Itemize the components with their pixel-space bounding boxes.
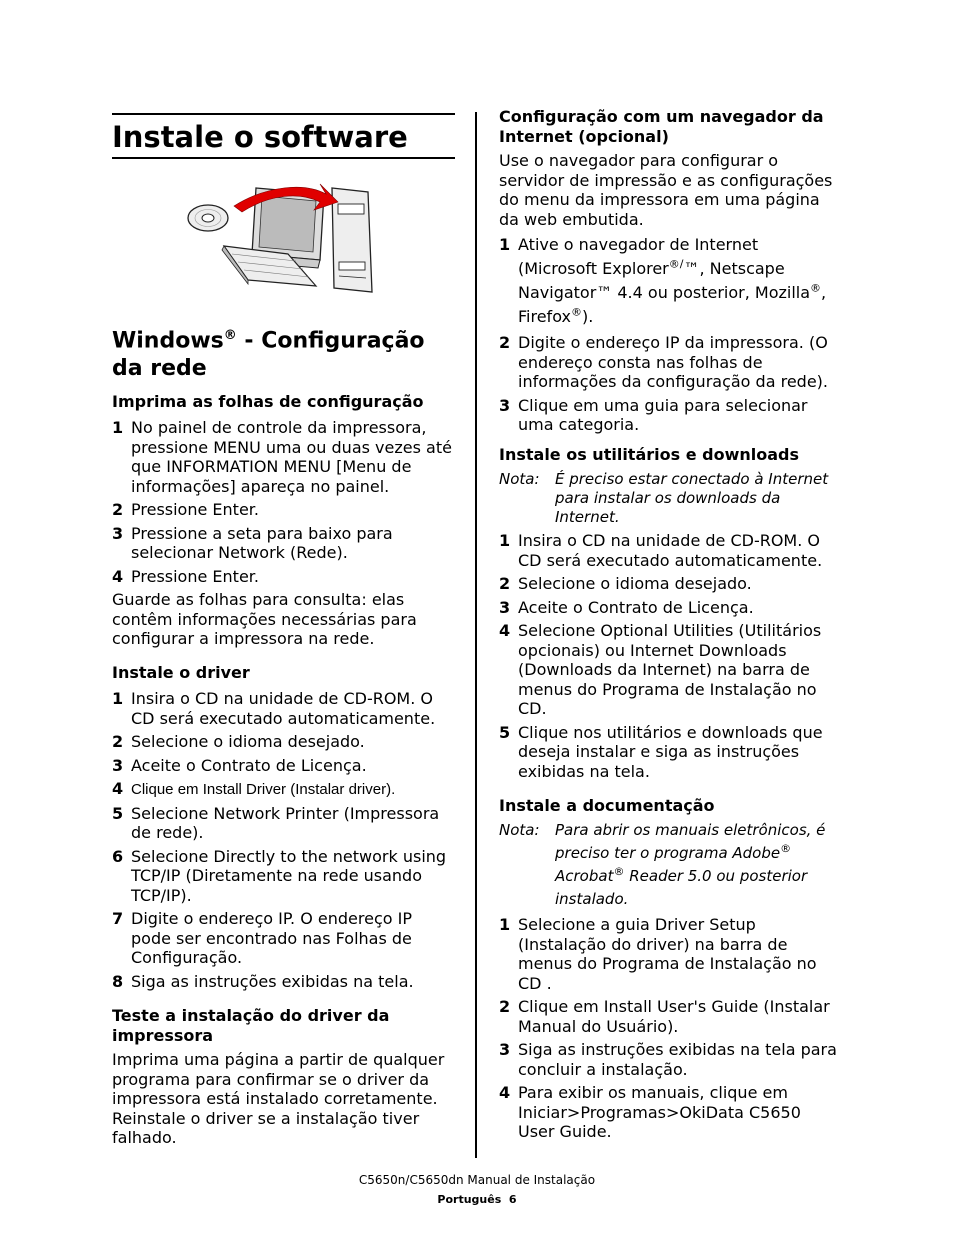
list-item — [499, 997, 841, 1036]
footer-page-text: Português 6 — [437, 1193, 517, 1206]
list-item — [499, 598, 841, 618]
step-text: Clique em uma guia para selecionar uma categoria. — [518, 395, 808, 434]
list-item — [112, 909, 457, 968]
section-heading: Instale o driver — [112, 663, 250, 682]
list-item — [112, 732, 457, 752]
list-item — [499, 621, 841, 719]
paragraph: Use o navegador para configurar o servidor de impressão e as configurações do menu da impressora em uma página da web embutida. — [499, 151, 833, 229]
step-number: 3 — [499, 1040, 511, 1059]
list-item — [112, 756, 457, 776]
note-label: Nota: — [499, 821, 540, 839]
step-number: 2 — [112, 732, 124, 751]
step-number: 4 — [499, 621, 511, 640]
registered-mark: ®/ — [668, 257, 684, 271]
list-item — [112, 418, 457, 496]
cd-disc-icon — [188, 205, 228, 231]
title-bottom-rule — [112, 157, 455, 159]
section-heading: Imprima as folhas de configuração — [112, 392, 424, 411]
paragraph: Guarde as folhas para consulta: elas contêm informações necessárias para configurar a impressora na rede. — [112, 590, 417, 648]
step-number: 1 — [499, 915, 511, 934]
step-text: Clique em Install User's Guide (Instalar Manual do Usuário). — [518, 997, 830, 1036]
section-heading: Configuração com um navegador da Internet (opcional) — [499, 107, 824, 146]
note-text: É preciso estar conectado à Internet para instalar os downloads da Internet. — [555, 470, 829, 526]
list-item — [112, 804, 457, 843]
step-number: 2 — [499, 997, 511, 1016]
step-number: 3 — [112, 523, 124, 543]
list-item — [112, 847, 457, 906]
step-text: Clique nos utilitários e downloads que deseja instalar e siga as instruções exibidas na tela. — [518, 722, 823, 781]
registered-mark: ® — [810, 281, 822, 295]
list-item — [112, 567, 457, 587]
step-text: Insira o CD na unidade de CD-ROM. O CD será executado automaticamente. — [518, 531, 823, 570]
registered-mark: ® — [780, 842, 792, 855]
list-item — [112, 500, 457, 520]
step-text: Selecione Optional Utilities (Utilitários opcionais) ou Internet Downloads (Downloads da Internet) na barra de menus do Programa de Instalação no CD. — [518, 621, 822, 718]
list-item — [112, 689, 457, 728]
note-label: Nota: — [499, 470, 540, 488]
step-text: Siga as instruções exibidas na tela. — [131, 971, 414, 991]
column-divider — [475, 112, 477, 1158]
step-text: Selecione a guia Driver Setup (Instalação do driver) na barra de menus do Programa de Instalação no CD . — [518, 915, 817, 993]
list-item — [499, 915, 841, 993]
list-item — [499, 723, 841, 782]
step-text: Digite o endereço IP. O endereço IP pode ser encontrado nas Folhas de Configuração. — [131, 909, 412, 967]
note — [499, 470, 841, 527]
step-text: , Firefox — [518, 283, 827, 326]
registered-mark: ® — [570, 305, 582, 319]
step-number: 1 — [112, 689, 124, 708]
registered-mark: ® — [223, 328, 237, 343]
step-number: 5 — [112, 803, 124, 823]
step-number: 1 — [499, 235, 511, 254]
step-text: Clique em Install Driver (Instalar driver). — [131, 781, 396, 798]
section-heading: Instale a documentação — [499, 796, 715, 815]
step-text: Insira o CD na unidade de CD-ROM. O CD será executado automaticamente. — [131, 689, 436, 728]
list-item — [499, 574, 841, 594]
step-number: 7 — [112, 909, 124, 928]
footer-manual-title: C5650n/C5650dn Manual de Instalação — [358, 1173, 596, 1187]
step-text: Pressione Enter. — [131, 566, 259, 586]
software-install-illustration — [186, 180, 376, 308]
step-text: Pressione a seta para baixo para selecionar Network (Rede). — [131, 523, 393, 562]
windows-network-heading — [112, 322, 457, 383]
list-item — [499, 1083, 841, 1142]
heading-text: - Configuração da rede — [112, 328, 425, 382]
list-item — [112, 779, 457, 800]
list-item — [499, 396, 841, 435]
note-text: Para abrir os manuais eletrônicos, é preciso ter o programa Adobe — [555, 821, 826, 862]
step-text: Aceite o Contrato de Licença. — [131, 755, 367, 775]
list-item — [499, 333, 841, 392]
section-browser-config — [499, 107, 841, 435]
step-number: 3 — [499, 597, 511, 617]
list-item — [112, 972, 457, 992]
step-number: 3 — [112, 755, 124, 775]
step-number: 4 — [112, 779, 124, 798]
step-text: ™, Netscape Navigator™ 4.4 ou posterior, Mozilla — [518, 259, 811, 302]
step-number: 6 — [112, 846, 124, 866]
step-number: 2 — [499, 574, 511, 593]
note-text: Acrobat — [555, 867, 614, 885]
footer-page-number — [0, 1193, 954, 1206]
section-utilities — [499, 445, 841, 781]
step-number: 8 — [112, 971, 124, 991]
step-number: 2 — [499, 333, 511, 352]
step-text: Ative o navegador de Internet (Microsoft Explorer — [518, 235, 759, 278]
tower-icon — [332, 188, 372, 292]
list-item — [112, 524, 457, 563]
section-print-config — [112, 392, 457, 649]
step-number: 2 — [112, 500, 124, 519]
step-text: Aceite o Contrato de Licença. — [518, 597, 754, 617]
list-item — [499, 531, 841, 570]
step-number: 5 — [499, 722, 511, 742]
step-text: ). — [581, 307, 594, 326]
section-heading: Instale os utilitários e downloads — [499, 445, 799, 464]
section-documentation — [499, 796, 841, 1142]
step-number: 3 — [499, 395, 511, 415]
list-item — [499, 233, 841, 329]
step-text: Selecione Directly to the network using TCP/IP (Diretamente na rede usando TCP/IP). — [131, 846, 447, 905]
heading-text: Windows — [112, 328, 224, 354]
paragraph: Imprima uma página a partir de qualquer programa para confirmar se o driver da impressora está instalado corretamente. Reinstale o driver se a instalação tiver falhado. — [112, 1050, 445, 1147]
title-top-rule — [112, 113, 455, 115]
step-number: 4 — [499, 1083, 511, 1102]
step-number: 4 — [112, 566, 124, 586]
page-title: Instale o software — [112, 120, 408, 154]
section-install-driver — [112, 663, 457, 991]
step-text: Siga as instruções exibidas na tela para concluir a instalação. — [518, 1040, 837, 1079]
step-text: Para exibir os manuais, clique em Iniciar>Programas>OkiData C5650 User Guide. — [518, 1083, 801, 1141]
step-number: 1 — [499, 531, 511, 550]
step-text: No painel de controle da impressora, pressione MENU uma ou duas vezes até que INFORMATION MENU [Menu de informações] apareça no painel. — [131, 418, 452, 496]
step-text: Selecione Network Printer (Impressora de rede). — [131, 803, 440, 842]
step-text: Digite o endereço IP da impressora. (O endereço consta nas folhas de informações da configuração da rede). — [518, 333, 828, 391]
section-heading: Teste a instalação do driver da impressora — [112, 1006, 390, 1045]
step-number: 1 — [112, 418, 124, 437]
step-text: Selecione o idioma desejado. — [518, 574, 752, 593]
section-test-driver — [112, 1006, 457, 1148]
step-text: Selecione o idioma desejado. — [131, 732, 365, 751]
note — [499, 819, 841, 911]
list-item — [499, 1040, 841, 1079]
step-text: Pressione Enter. — [131, 500, 259, 519]
note-text: Reader 5.0 ou posterior instalado. — [555, 867, 808, 908]
registered-mark: ® — [613, 865, 625, 878]
